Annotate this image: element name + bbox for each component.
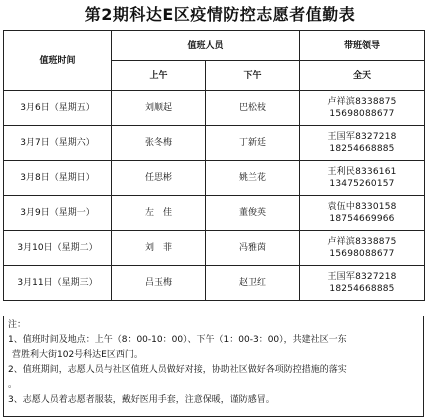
- row-leader: [300, 91, 425, 126]
- row-afternoon-volunteer: 冯雅茵: [206, 231, 300, 266]
- leader-mobile: 15698088677: [329, 249, 395, 259]
- row-date: 3月10日（星期二）: [4, 231, 112, 266]
- note-item-3: 3、志愿人员着志愿者服装，戴好医用手套，注意保暖，谨防感冒。: [8, 395, 275, 405]
- row-afternoon-volunteer: 巴松枝: [206, 91, 300, 126]
- leader-name-tel: 王利民8336161: [327, 167, 397, 177]
- leader-mobile: 18254668885: [329, 284, 395, 294]
- header-all-day: 全天: [300, 61, 425, 91]
- row-date: 3月11日（星期三）: [4, 266, 112, 301]
- row-morning-volunteer: 左 佳: [112, 196, 206, 231]
- row-afternoon-volunteer: 姚兰花: [206, 161, 300, 196]
- leader-name-tel: 袁伍中8330158: [327, 202, 397, 212]
- leader-mobile: 13475260157: [329, 179, 395, 189]
- row-morning-volunteer: 任思彬: [112, 161, 206, 196]
- table-row: [4, 196, 425, 231]
- page-title: 第2期科达E区疫情防控志愿者值勤表: [84, 5, 356, 24]
- leader-mobile: 18254668885: [329, 144, 395, 154]
- row-leader: [300, 196, 425, 231]
- row-leader: [300, 126, 425, 161]
- header-leader: 带班领导: [300, 31, 425, 61]
- row-morning-volunteer: 刘顺起: [112, 91, 206, 126]
- table-row: [4, 126, 425, 161]
- row-leader: [300, 161, 425, 196]
- row-leader: [300, 266, 425, 301]
- leader-name-tel: 卢祥滨8338875: [327, 97, 397, 107]
- row-afternoon-volunteer: 丁新廷: [206, 126, 300, 161]
- leader-mobile: 18754669966: [329, 214, 395, 224]
- table-row: [4, 161, 425, 196]
- leader-mobile: 15698088677: [329, 109, 395, 119]
- leader-name-tel: 王国军8327218: [327, 272, 397, 282]
- row-afternoon-volunteer: 董俊英: [206, 196, 300, 231]
- note-item-1: 1、值班时间及地点：上午（8：00-10：00）、下午（1：00-3：00），共建社区一东: [8, 335, 347, 345]
- header-volunteers: 值班人员: [112, 31, 300, 61]
- note-item-2: 2、值班期间，志愿人员与社区值班人员做好对接，协助社区做好各项防控措施的落实: [8, 365, 347, 375]
- duty-roster-table: [3, 30, 425, 301]
- leader-name-tel: 卢祥滨8338875: [327, 237, 397, 247]
- table-row: [4, 91, 425, 126]
- row-leader: [300, 231, 425, 266]
- header-afternoon: 下午: [206, 61, 300, 91]
- row-morning-volunteer: 刘 菲: [112, 231, 206, 266]
- table-row: [4, 231, 425, 266]
- note-item-1-cont: 营胜利大街102号科达E区西门。: [12, 350, 143, 360]
- header-duty-time: 值班时间: [4, 31, 112, 91]
- row-morning-volunteer: 张冬梅: [112, 126, 206, 161]
- row-date: 3月9日（星期一）: [4, 196, 112, 231]
- row-morning-volunteer: 吕玉梅: [112, 266, 206, 301]
- row-date: 3月8日（星期日）: [4, 161, 112, 196]
- table-row: [4, 266, 425, 301]
- notes-section: [3, 316, 424, 417]
- note-item-2-cont: 。: [8, 380, 18, 390]
- row-date: 3月6日（星期五）: [4, 91, 112, 126]
- header-morning: 上午: [112, 61, 206, 91]
- notes-heading: 注：: [8, 320, 27, 330]
- row-date: 3月7日（星期六）: [4, 126, 112, 161]
- leader-name-tel: 王国军8327218: [327, 132, 397, 142]
- row-afternoon-volunteer: 赵卫红: [206, 266, 300, 301]
